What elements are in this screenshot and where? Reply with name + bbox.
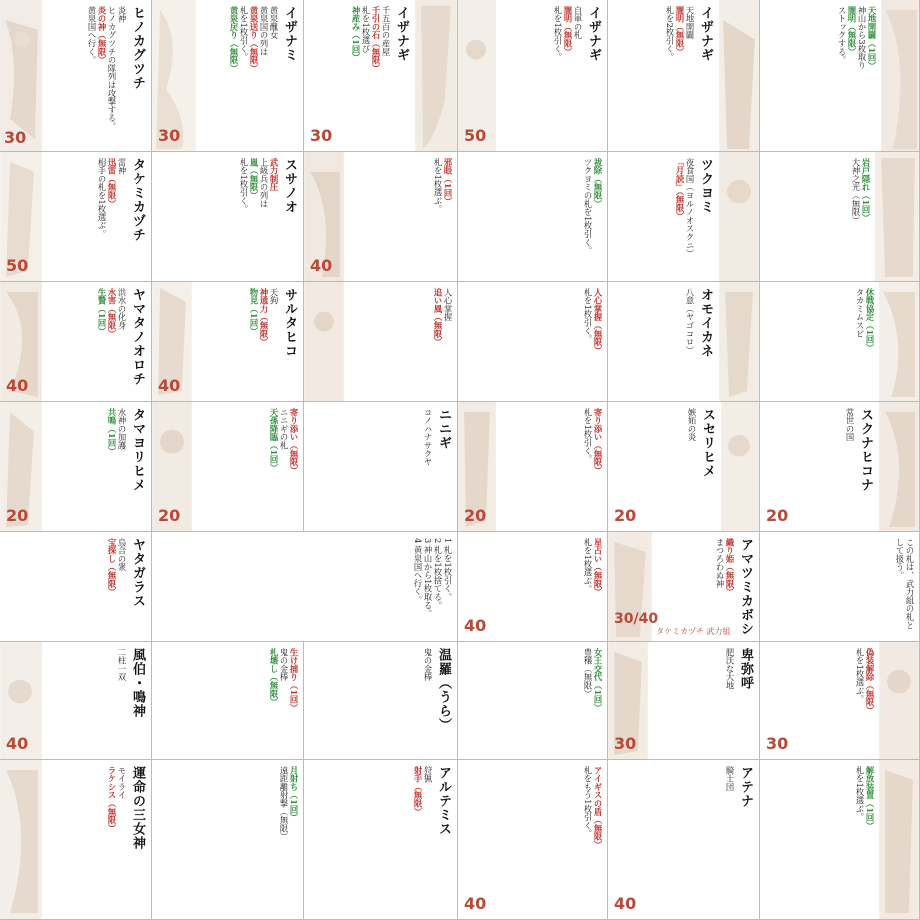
card-text: 寄り添い（無限） ニニギの札 天孫降臨（1回）	[269, 408, 299, 475]
card-text: 黄泉醜女 黄泉国の列は 黄泉送り（無限） 札を1枚引く。 黄泉戻り（無限）	[229, 6, 279, 73]
card-illustration	[879, 642, 919, 759]
card-text: 常世の国	[845, 408, 855, 442]
card-title: サルタヒコ	[282, 288, 297, 358]
card-title: イザナギ	[586, 6, 601, 62]
card-title: スクナヒコナ	[858, 408, 873, 492]
card-tsukuyomi-2[interactable]	[608, 152, 760, 282]
card-cost: 30	[766, 734, 789, 753]
card-himiko[interactable]	[608, 642, 760, 760]
card-cost: 40	[6, 376, 29, 395]
card-text: 夜食国（ヨルノオスクニ） 「月読」（無限）	[675, 158, 695, 258]
card-text: 祓除（無限） ツクヨミの札を1枚引く。	[583, 158, 603, 255]
card-text: 天狗 神通力（無限） 物見（1回）	[249, 288, 279, 347]
card-takemikazuchi[interactable]	[0, 152, 152, 282]
card-jaba[interactable]	[304, 152, 458, 282]
card-text: 1 札を1枚引く。 2 札を1枚捨てる。 3 神山から1枚取る。 4 黄泉国へ行く。	[413, 538, 453, 618]
card-izanagi-3[interactable]	[608, 0, 760, 152]
card-onnajokou[interactable]	[458, 642, 608, 760]
card-title: 運命の三女神	[130, 766, 145, 850]
card-cost: 30	[310, 126, 333, 145]
card-kyusenkyotei[interactable]	[760, 282, 920, 402]
card-izanami[interactable]	[152, 0, 304, 152]
card-text: 月射ち（1回） 遠距離射撃（無限）	[279, 766, 299, 841]
card-text: 鬼の金棒	[423, 648, 433, 682]
card-text: 烏合の衆 宝探し（無限）	[107, 538, 127, 597]
card-iwato[interactable]	[760, 152, 920, 282]
card-amatsumikaboshi[interactable]	[608, 532, 760, 642]
card-title: イザナギ	[394, 6, 409, 62]
card-illustration	[721, 402, 759, 531]
card-cost: 20	[766, 506, 789, 525]
card-title: オモイカネ	[698, 288, 713, 358]
card-tsukuyomi[interactable]	[458, 152, 608, 282]
card-yorisoi[interactable]	[458, 402, 608, 532]
card-text: 千五百の産屋 千引の石（無限） 札を1枚選び 神産み（1回）	[351, 6, 391, 73]
card-text: 人心掌握（無限） 札を1枚引く。	[583, 288, 603, 355]
card-shiorugouji[interactable]	[760, 532, 920, 642]
card-title: ヤタガラス	[130, 538, 145, 608]
card-text: 武力制圧 上級兵の列は 嵐（無限） 札を1枚引く。	[239, 158, 279, 214]
card-onmyo[interactable]	[304, 642, 458, 760]
card-aigis[interactable]	[458, 760, 608, 920]
card-illustration	[881, 0, 919, 151]
card-text: 女王交代（1回） 豊穣（無限）	[583, 648, 603, 712]
card-suseri[interactable]	[608, 402, 760, 532]
card-text: 天地開闢（1回） 神山から3枚取り 闇明（無限） ストックする。	[837, 6, 877, 70]
card-text: 解放装置（1回） 札を1枚選ぶ。	[855, 766, 875, 830]
card-illustration	[304, 282, 344, 401]
card-sarutahiko-2[interactable]	[304, 282, 458, 402]
card-title: 風伯・鳴神	[130, 648, 145, 718]
card-ninigi[interactable]	[152, 402, 304, 532]
card-cost: 30	[614, 734, 637, 753]
card-cost: 30/40	[614, 611, 659, 627]
card-title: アルテミス	[436, 766, 451, 836]
card-cost: 40	[464, 616, 487, 635]
card-cost: 20	[614, 506, 637, 525]
card-title: 卑弥呼	[738, 648, 753, 690]
card-hinokagutsuchi[interactable]	[0, 0, 152, 152]
card-cost: 20	[6, 506, 29, 525]
card-text: 邪眼（1回） 札を1枚選ぶ。	[433, 158, 453, 214]
card-title: アマツミカボシ	[738, 538, 753, 636]
card-title: ヤマタノオロチ	[130, 288, 145, 386]
card-cost: 40	[6, 734, 29, 753]
card-text: この札は、武力組の札として扱う。	[895, 538, 915, 630]
card-artemis[interactable]	[304, 760, 458, 920]
card-text: 雷神 迅雷（無限） 相手の札を1枚選ぶ。	[97, 158, 127, 238]
card-text: 水神の加護 共鳴（1回）	[107, 408, 127, 456]
card-illustration	[0, 760, 42, 919]
card-title: 温羅（うら）	[436, 648, 451, 732]
card-illustration	[719, 152, 759, 281]
card-illustration	[719, 282, 759, 401]
card-ninigi-2[interactable]	[304, 402, 458, 532]
card-title: タケミカヅチ	[130, 158, 145, 242]
card-cost: 50	[6, 256, 29, 275]
card-text: 肥沃な大地	[725, 648, 735, 690]
card-text: 炎神 ヒノカグツチの隊列は攻撃する。 炎の神（無限） 黄泉国へ行く。	[87, 6, 127, 131]
card-athena[interactable]	[608, 760, 760, 920]
card-title: ヒノカグツチ	[130, 6, 145, 90]
card-title: ツクヨミ	[698, 158, 713, 214]
card-text: 天地開闢 闇明（無限） 札を2枚引く。	[665, 6, 695, 62]
card-title: アテナ	[738, 766, 753, 808]
card-yamatanoorochi[interactable]	[0, 282, 152, 402]
card-cost: 20	[158, 506, 181, 525]
card-text: 狩猟 射手（無限）	[413, 766, 433, 816]
card-text: 二柱一双	[117, 648, 127, 682]
card-illustration	[415, 0, 457, 151]
card-izanagi-2[interactable]	[458, 0, 608, 152]
card-title: イザナミ	[282, 6, 297, 62]
card-illustration	[879, 760, 919, 919]
card-cost: 40	[158, 376, 181, 395]
card-unmei[interactable]	[0, 760, 152, 920]
card-yatagarasu[interactable]	[0, 532, 152, 642]
card-text: 偽装解除（無限） 札を1枚選ぶ。	[855, 648, 875, 715]
card-illustration	[879, 282, 919, 401]
card-cost: 50	[464, 126, 487, 145]
card-tenchikaibyaku[interactable]	[760, 0, 920, 152]
card-text: モイライ ラケシス（無限）	[107, 766, 127, 833]
card-rules-list[interactable]	[152, 532, 458, 642]
card-text: アイギスの盾（無限） 札をもう1枚引く。	[583, 766, 603, 849]
card-gisoukaijo[interactable]	[760, 642, 920, 760]
card-cost: 40	[614, 894, 637, 913]
card-title: タマヨリヒメ	[130, 408, 145, 492]
card-illustration	[719, 0, 759, 151]
card-text: 織り姫（無限） まつろわぬ神	[715, 538, 735, 597]
card-text: 岩戸隠れ（1回） 大神之光（無限）	[851, 158, 871, 225]
card-oni[interactable]	[152, 642, 304, 760]
card-text: 自軍の札 闇明（無限） 札を1枚引く。	[553, 6, 583, 62]
card-title: イザナギ	[698, 6, 713, 62]
card-text: 嫉妬の炎	[687, 408, 697, 442]
card-alt-title: タケミカヅチ 武力組	[656, 627, 731, 637]
card-tamayorihime[interactable]	[0, 402, 152, 532]
card-fuhaku[interactable]	[0, 642, 152, 760]
card-text: 生け捕り（1回） 鬼の金棒 札壊し（無限）	[269, 648, 299, 712]
card-susanoo[interactable]	[152, 152, 304, 282]
card-cost: 30	[4, 128, 27, 147]
card-cost: 40	[310, 256, 333, 275]
card-cost: 30	[158, 126, 181, 145]
card-text: コノハナサクヤ	[423, 408, 433, 467]
card-tsukiyumi[interactable]	[152, 760, 304, 920]
card-sukunahikona[interactable]	[760, 402, 920, 532]
card-kaihou[interactable]	[760, 760, 920, 920]
card-title: スサノオ	[282, 158, 297, 214]
card-text: 寄り添い（無限） 札を1枚引く。	[583, 408, 603, 475]
card-text: 人心掌握 追い風（無限）	[433, 288, 453, 347]
card-hoshiura[interactable]	[458, 532, 608, 642]
card-text: 八意（ヤゴコロ）	[685, 288, 695, 355]
card-cost: 20	[464, 506, 487, 525]
card-omoikane-2[interactable]	[608, 282, 760, 402]
card-illustration	[879, 402, 919, 531]
card-text: 休戦協定（1回） タカミムスビ	[855, 288, 875, 352]
card-text: 騎士団	[725, 766, 735, 791]
card-text: 星占い（無限） 札を1枚選ぶ。	[583, 538, 603, 597]
card-sarutahiko[interactable]	[152, 282, 304, 402]
card-omoikane[interactable]	[458, 282, 608, 402]
card-illustration	[875, 152, 919, 281]
card-cost: 40	[464, 894, 487, 913]
card-title: ニニギ	[436, 408, 451, 450]
card-izanagi[interactable]	[304, 0, 458, 152]
card-text: 洪水の化身 水害（無限） 生贄（1回）	[97, 288, 127, 338]
card-title: スセリヒメ	[700, 408, 715, 478]
